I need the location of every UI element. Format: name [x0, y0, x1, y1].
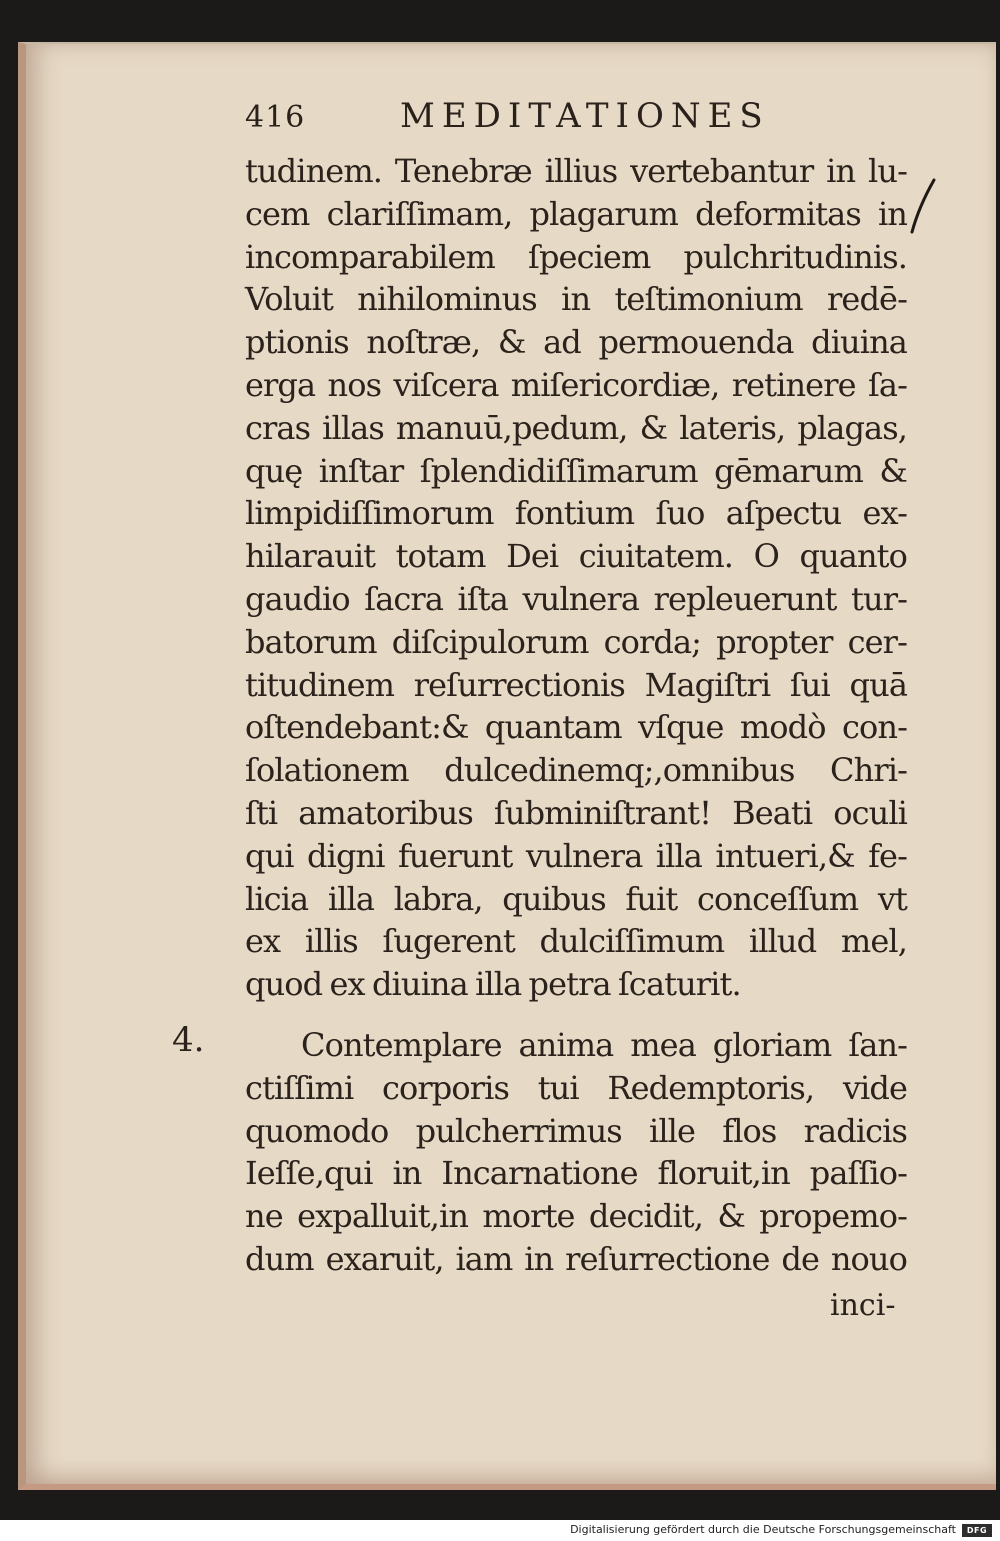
text-line: titudinem reſurrectionis Magiſtri ſui quā	[245, 665, 907, 704]
section-text-line: dum exaruit, iam in reſurrectione de nouo	[245, 1239, 907, 1278]
text-line: ex illis ſugerent dulciſſimum illud mel,	[245, 922, 907, 961]
body-text	[245, 150, 907, 1281]
text-line: qui digni fuerunt vulnera illa intueri,& fe-	[245, 836, 907, 875]
footer-bar	[0, 1520, 1000, 1541]
text-line: quod ex diuina illa petra ſcaturit.	[245, 965, 741, 1004]
dfg-logo: DFG	[962, 1524, 992, 1537]
text-line: incomparabilem ſpeciem pulchritudinis.	[245, 237, 907, 276]
page-header	[245, 96, 885, 136]
text-line: erga nos viſcera miſericordiæ, retinere ſa-	[245, 365, 907, 404]
text-line: hilarauit totam Dei ciuitatem. O quanto	[245, 537, 907, 576]
text-line: ptionis noſtræ, & ad permouenda diuina	[245, 323, 907, 362]
text-line: cem clariſſimam, plagarum deformitas in	[245, 194, 907, 233]
section-text-line: Contemplare anima mea gloriam ſan-	[301, 1025, 907, 1064]
text-line: oſtendebant:& quantam vſque modò con-	[245, 708, 907, 747]
text-line: ſti amatoribus ſubminiſtrant! Beati oculi	[245, 793, 907, 832]
text-line: tudinem. Tenebræ illius vertebantur in lu-	[245, 152, 907, 190]
section-text-line: ne expalluit,in morte decidit, & propemo-	[245, 1197, 907, 1236]
running-title: MEDITATIONES	[400, 96, 770, 136]
text-line: Voluit nihilominus in teſtimonium redē-	[245, 280, 907, 319]
section-number: 4.	[172, 1020, 205, 1060]
section-text-line: quomodo pulcherrimus ille flos radicis	[245, 1111, 907, 1150]
text-line: ſolationem dulcedinemq;,omnibus Chri-	[245, 751, 907, 790]
text-line: gaudio ſacra iſta vulnera repleuerunt tur-	[245, 579, 907, 618]
page-number: 416	[245, 100, 306, 135]
text-line: limpidiſſimorum fontium ſuo aſpectu ex-	[245, 494, 907, 533]
text-line: licia illa labra, quibus fuit conceſſum vt	[245, 879, 907, 918]
catchword: inci-	[830, 1288, 896, 1323]
funding-credit: Digitalisierung gefördert durch die Deutsche Forschungsgemeinschaft	[570, 1523, 956, 1536]
text-line: batorum diſcipulorum corda; propter cer-	[245, 622, 907, 661]
section-text-line: ctiſſimi corporis tui Redemptoris, vide	[245, 1068, 907, 1107]
text-line: cras illas manuū,pedum, & lateris, plagas,	[245, 408, 907, 447]
text-line: quę inſtar ſplendidiſſimarum gēmarum &	[245, 451, 907, 490]
handwritten-pen-mark	[908, 176, 938, 236]
section-text-line: Ieſſe,qui in Incarnatione floruit,in paſſio-	[245, 1154, 907, 1193]
